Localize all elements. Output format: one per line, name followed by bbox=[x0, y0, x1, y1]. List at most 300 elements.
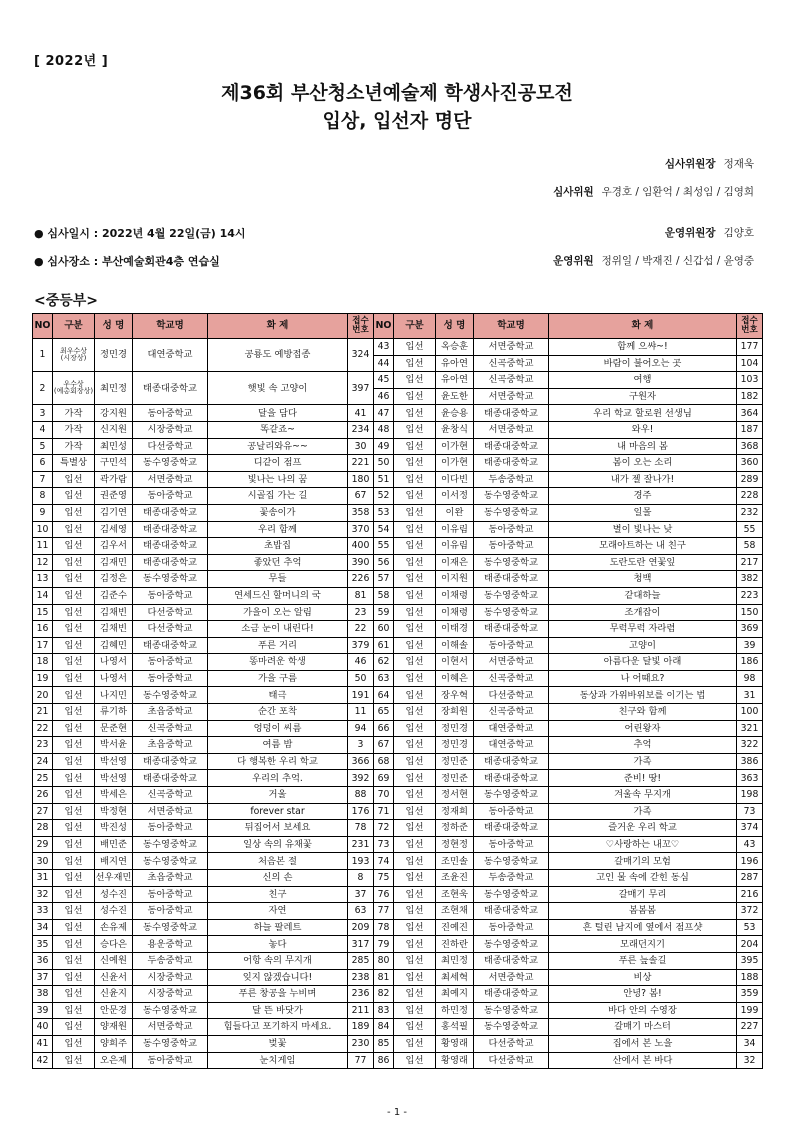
cell-title: 고양이 bbox=[549, 637, 737, 654]
cell-school: 동아중학교 bbox=[133, 1052, 208, 1069]
cell-title: 겨울속 무지개 bbox=[549, 787, 737, 804]
cell-school: 동아중학교 bbox=[133, 654, 208, 671]
table-row bbox=[33, 803, 763, 820]
cell-type: 입선 bbox=[394, 969, 436, 986]
cell-name: 김혜민 bbox=[95, 637, 133, 654]
cell-title: 추억 bbox=[549, 737, 737, 754]
cell-title: 청백 bbox=[549, 571, 737, 588]
cell-no: 20 bbox=[33, 687, 53, 704]
cell-no: 85 bbox=[374, 1035, 394, 1052]
cell-no: 59 bbox=[374, 604, 394, 621]
cell-title: 함께 으쌰~! bbox=[549, 339, 737, 356]
cell-no: 83 bbox=[374, 1002, 394, 1019]
cell-type: 입선 bbox=[394, 952, 436, 969]
cell-type: 입선 bbox=[53, 753, 95, 770]
table-row bbox=[33, 720, 763, 737]
cell-type: 가작 bbox=[53, 405, 95, 422]
table-row bbox=[33, 986, 763, 1003]
cell-type: 입선 bbox=[394, 1002, 436, 1019]
cell-title: 눈치게임 bbox=[208, 1052, 348, 1069]
cell-no: 14 bbox=[33, 587, 53, 604]
cell-type: 입선 bbox=[53, 488, 95, 505]
cell-no: 32 bbox=[33, 886, 53, 903]
cell-type: 입선 bbox=[394, 471, 436, 488]
cell-entry: 81 bbox=[348, 587, 374, 604]
cell-name: 나영서 bbox=[95, 654, 133, 671]
cell-type: 입선 bbox=[53, 704, 95, 721]
cell-title: 좋았던 추억 bbox=[208, 554, 348, 571]
cell-no: 71 bbox=[374, 803, 394, 820]
cell-title: 비상 bbox=[549, 969, 737, 986]
cell-name: 선우재민 bbox=[95, 870, 133, 887]
cell-no: 21 bbox=[33, 704, 53, 721]
cell-entry: 223 bbox=[737, 587, 763, 604]
table-row bbox=[33, 637, 763, 654]
cell-type: 입선 bbox=[53, 687, 95, 704]
cell-name: 유아연 bbox=[436, 355, 474, 372]
cell-entry: 186 bbox=[737, 654, 763, 671]
table-row bbox=[33, 438, 763, 455]
cell-entry: 372 bbox=[737, 903, 763, 920]
cell-entry: 374 bbox=[737, 820, 763, 837]
cell-title: 뒤집어서 보세요 bbox=[208, 820, 348, 837]
cell-type: 입선 bbox=[394, 820, 436, 837]
cell-entry: 379 bbox=[348, 637, 374, 654]
cell-type: 입선 bbox=[394, 1019, 436, 1036]
cell-no: 86 bbox=[374, 1052, 394, 1069]
cell-title: 집에서 본 노을 bbox=[549, 1035, 737, 1052]
cell-no: 8 bbox=[33, 488, 53, 505]
cell-type: 입선 bbox=[394, 986, 436, 1003]
cell-school: 태종대중학교 bbox=[474, 571, 549, 588]
cell-entry: 216 bbox=[737, 886, 763, 903]
table-row bbox=[33, 554, 763, 571]
cell-title: 같대하늘 bbox=[549, 587, 737, 604]
cell-name: 최민성 bbox=[95, 438, 133, 455]
section-title: <중등부> bbox=[34, 293, 99, 309]
cell-school: 태종대중학교 bbox=[474, 770, 549, 787]
cell-school: 서면중학교 bbox=[133, 803, 208, 820]
cell-title: 거울 bbox=[208, 787, 348, 804]
cell-title: 구원자 bbox=[549, 388, 737, 405]
cell-no: 7 bbox=[33, 471, 53, 488]
cell-school: 태종대중학교 bbox=[474, 986, 549, 1003]
cell-school: 동아중학교 bbox=[474, 803, 549, 820]
cell-type: 입선 bbox=[394, 853, 436, 870]
cell-title: 친구 bbox=[208, 886, 348, 903]
cell-school: 태종대중학교 bbox=[133, 637, 208, 654]
cell-school: 다선중학교 bbox=[474, 687, 549, 704]
cell-school: 태종대중학교 bbox=[474, 455, 549, 472]
cell-school: 다선중학교 bbox=[474, 1052, 549, 1069]
cell-school: 동아중학교 bbox=[133, 886, 208, 903]
cell-no: 64 bbox=[374, 687, 394, 704]
cell-type: 입선 bbox=[394, 1052, 436, 1069]
cell-entry: 204 bbox=[737, 936, 763, 953]
document-title: 제36회 부산청소년예술제 학생사진공모전 bbox=[221, 82, 573, 104]
cell-entry: 230 bbox=[348, 1035, 374, 1052]
cell-type: 입선 bbox=[394, 687, 436, 704]
cell-title: 공룡도 예방접종 bbox=[208, 339, 348, 372]
cell-title: 우리 학교 할로윈 선생님 bbox=[549, 405, 737, 422]
cell-name: 이가현 bbox=[436, 455, 474, 472]
cell-school: 동수영중학교 bbox=[474, 886, 549, 903]
page-number: - 1 - bbox=[387, 1107, 407, 1118]
cell-title: 도란도란 연꽃잎 bbox=[549, 554, 737, 571]
cell-type: 입선 bbox=[53, 471, 95, 488]
cell-name: 정민준 bbox=[436, 753, 474, 770]
cell-title: 바다 안의 수영장 bbox=[549, 1002, 737, 1019]
cell-school: 동아중학교 bbox=[474, 836, 549, 853]
cell-school: 초읍중학교 bbox=[133, 737, 208, 754]
cell-entry: 209 bbox=[348, 919, 374, 936]
cell-title: 모래아트하는 내 친구 bbox=[549, 538, 737, 555]
table-row bbox=[33, 621, 763, 638]
cell-name: 배지연 bbox=[95, 853, 133, 870]
cell-entry: 34 bbox=[737, 1035, 763, 1052]
cell-name: 김세영 bbox=[95, 521, 133, 538]
cell-no: 56 bbox=[374, 554, 394, 571]
cell-entry: 238 bbox=[348, 969, 374, 986]
cell-school: 태종대중학교 bbox=[474, 820, 549, 837]
cell-title: 어린왕자 bbox=[549, 720, 737, 737]
cell-title: 다 행복한 우리 학교 bbox=[208, 753, 348, 770]
cell-name: 신지원 bbox=[95, 421, 133, 438]
table-row bbox=[33, 670, 763, 687]
header-school: 학교명 bbox=[133, 314, 208, 339]
cell-title: 빛나는 나의 꿈 bbox=[208, 471, 348, 488]
cell-title: 무들 bbox=[208, 571, 348, 588]
cell-type: 입선 bbox=[53, 787, 95, 804]
cell-no: 75 bbox=[374, 870, 394, 887]
cell-type: 입선 bbox=[394, 455, 436, 472]
cell-entry: 211 bbox=[348, 1002, 374, 1019]
cell-no: 35 bbox=[33, 936, 53, 953]
cell-no: 22 bbox=[33, 720, 53, 737]
cell-name: 김채빈 bbox=[95, 621, 133, 638]
cell-name: 승다은 bbox=[95, 936, 133, 953]
cell-no: 52 bbox=[374, 488, 394, 505]
table-row bbox=[33, 770, 763, 787]
cell-entry: 50 bbox=[348, 670, 374, 687]
cell-entry: 193 bbox=[348, 853, 374, 870]
cell-title: 갈매기 무리 bbox=[549, 886, 737, 903]
cell-school: 태종대중학교 bbox=[474, 903, 549, 920]
cell-type: 입선 bbox=[53, 571, 95, 588]
cell-name: 김채빈 bbox=[95, 604, 133, 621]
cell-entry: 55 bbox=[737, 521, 763, 538]
cell-entry: 368 bbox=[737, 438, 763, 455]
cell-type: 입선 bbox=[394, 604, 436, 621]
cell-no: 31 bbox=[33, 870, 53, 887]
cell-title: 푸른 거리 bbox=[208, 637, 348, 654]
cell-no: 58 bbox=[374, 587, 394, 604]
cell-no: 37 bbox=[33, 969, 53, 986]
header-type: 구분 bbox=[394, 314, 436, 339]
cell-school: 다선중학교 bbox=[133, 438, 208, 455]
cell-entry: 287 bbox=[737, 870, 763, 887]
cell-no: 80 bbox=[374, 952, 394, 969]
cell-name: 권준영 bbox=[95, 488, 133, 505]
cell-no: 11 bbox=[33, 538, 53, 555]
cell-school: 동수영중학교 bbox=[474, 604, 549, 621]
cell-school: 동아중학교 bbox=[474, 919, 549, 936]
cell-entry: 366 bbox=[348, 753, 374, 770]
cell-title: 공날리와유~~ bbox=[208, 438, 348, 455]
cell-name: 김정은 bbox=[95, 571, 133, 588]
cell-name: 신윤지 bbox=[95, 986, 133, 1003]
cell-name: 이유림 bbox=[436, 538, 474, 555]
cell-title: 준비! 땅! bbox=[549, 770, 737, 787]
table-row bbox=[33, 1035, 763, 1052]
cell-title: 디같이 점프 bbox=[208, 455, 348, 472]
table-row bbox=[33, 936, 763, 953]
cell-name: 조윤진 bbox=[436, 870, 474, 887]
cell-type: 입선 bbox=[53, 969, 95, 986]
cell-entry: 58 bbox=[737, 538, 763, 555]
cell-name: 성수진 bbox=[95, 886, 133, 903]
cell-school: 동아중학교 bbox=[474, 521, 549, 538]
table-row bbox=[33, 471, 763, 488]
cell-type: 입선 bbox=[53, 919, 95, 936]
cell-title: 별이 빛나는 낮 bbox=[549, 521, 737, 538]
cell-title: 일몰 bbox=[549, 504, 737, 521]
cell-name: 나지민 bbox=[95, 687, 133, 704]
cell-no: 34 bbox=[33, 919, 53, 936]
cell-no: 46 bbox=[374, 388, 394, 405]
cell-entry: 98 bbox=[737, 670, 763, 687]
table-row bbox=[33, 538, 763, 555]
cell-no: 51 bbox=[374, 471, 394, 488]
cell-name: 이채령 bbox=[436, 587, 474, 604]
cell-entry: 228 bbox=[737, 488, 763, 505]
cell-name: 장희원 bbox=[436, 704, 474, 721]
table-row bbox=[33, 405, 763, 422]
cell-no: 9 bbox=[33, 504, 53, 521]
cell-name: 최민정 bbox=[436, 952, 474, 969]
cell-title: 초밥집 bbox=[208, 538, 348, 555]
table-row bbox=[33, 919, 763, 936]
cell-no: 82 bbox=[374, 986, 394, 1003]
cell-school: 동아중학교 bbox=[474, 538, 549, 555]
cell-no: 61 bbox=[374, 637, 394, 654]
cell-type: 입선 bbox=[53, 720, 95, 737]
cell-entry: 395 bbox=[737, 952, 763, 969]
cell-type: 입선 bbox=[394, 936, 436, 953]
cell-school: 태종대중학교 bbox=[133, 554, 208, 571]
cell-entry: 88 bbox=[348, 787, 374, 804]
cell-type: 입선 bbox=[53, 770, 95, 787]
cell-title: 무럭무럭 자라렴 bbox=[549, 621, 737, 638]
cell-school: 신곡중학교 bbox=[133, 787, 208, 804]
head-judge-line bbox=[665, 156, 754, 171]
cell-entry: 369 bbox=[737, 621, 763, 638]
cell-school: 동수영중학교 bbox=[474, 554, 549, 571]
cell-entry: 198 bbox=[737, 787, 763, 804]
header-entry: 접수 번호 bbox=[348, 314, 374, 339]
cell-no: 33 bbox=[33, 903, 53, 920]
table-row bbox=[33, 787, 763, 804]
cell-no: 78 bbox=[374, 919, 394, 936]
cell-type: 입선 bbox=[53, 820, 95, 837]
cell-no: 27 bbox=[33, 803, 53, 820]
cell-no: 60 bbox=[374, 621, 394, 638]
cell-title: ♡사랑하는 내꼬♡ bbox=[549, 836, 737, 853]
cell-no: 44 bbox=[374, 355, 394, 372]
cell-type: 입선 bbox=[394, 571, 436, 588]
cell-title: 바람이 불어오는 곳 bbox=[549, 355, 737, 372]
cell-name: 박서윤 bbox=[95, 737, 133, 754]
cell-school: 동수영중학교 bbox=[474, 853, 549, 870]
cell-type: 입선 bbox=[53, 604, 95, 621]
cell-school: 시장중학교 bbox=[133, 421, 208, 438]
cell-entry: 150 bbox=[737, 604, 763, 621]
cell-school: 태종대중학교 bbox=[474, 753, 549, 770]
cell-entry: 199 bbox=[737, 1002, 763, 1019]
cell-entry: 321 bbox=[737, 720, 763, 737]
cell-school: 서면중학교 bbox=[133, 1019, 208, 1036]
cell-type: 입선 bbox=[394, 438, 436, 455]
cell-entry: 226 bbox=[348, 571, 374, 588]
cell-name: 정민경 bbox=[436, 737, 474, 754]
cell-entry: 67 bbox=[348, 488, 374, 505]
cell-no: 72 bbox=[374, 820, 394, 837]
cell-no: 69 bbox=[374, 770, 394, 787]
cell-no: 81 bbox=[374, 969, 394, 986]
cell-type: 입선 bbox=[53, 870, 95, 887]
cell-name: 황영래 bbox=[436, 1052, 474, 1069]
cell-title: forever star bbox=[208, 803, 348, 820]
table-row bbox=[33, 820, 763, 837]
cell-no: 5 bbox=[33, 438, 53, 455]
cell-type: 입선 bbox=[394, 787, 436, 804]
cell-type: 입선 bbox=[394, 654, 436, 671]
cell-entry: 3 bbox=[348, 737, 374, 754]
cell-name: 박선영 bbox=[95, 753, 133, 770]
cell-entry: 289 bbox=[737, 471, 763, 488]
header-type: 구분 bbox=[53, 314, 95, 339]
cell-name: 이재은 bbox=[436, 554, 474, 571]
cell-school: 동아중학교 bbox=[474, 637, 549, 654]
cell-school: 동수영중학교 bbox=[133, 853, 208, 870]
cell-school: 시장중학교 bbox=[133, 986, 208, 1003]
cell-entry: 382 bbox=[737, 571, 763, 588]
cell-name: 이완 bbox=[436, 504, 474, 521]
cell-entry: 187 bbox=[737, 421, 763, 438]
cell-type: 입선 bbox=[394, 421, 436, 438]
cell-type: 특별상 bbox=[53, 455, 95, 472]
cell-title: 가족 bbox=[549, 803, 737, 820]
cell-no: 38 bbox=[33, 986, 53, 1003]
cell-school: 두송중학교 bbox=[133, 952, 208, 969]
cell-no: 49 bbox=[374, 438, 394, 455]
table-row bbox=[33, 704, 763, 721]
cell-entry: 324 bbox=[348, 339, 374, 372]
cell-type: 입선 bbox=[53, 637, 95, 654]
results-table bbox=[32, 313, 763, 1069]
cell-entry: 221 bbox=[348, 455, 374, 472]
cell-entry: 191 bbox=[348, 687, 374, 704]
judges-label: 심사위원 bbox=[553, 186, 594, 198]
document-subtitle: 입상, 입선자 명단 bbox=[322, 110, 472, 132]
cell-school: 서면중학교 bbox=[474, 339, 549, 356]
cell-entry: 53 bbox=[737, 919, 763, 936]
ops-head-line bbox=[665, 225, 754, 240]
cell-no: 36 bbox=[33, 952, 53, 969]
cell-title: 푸른 창공을 누비며 bbox=[208, 986, 348, 1003]
cell-title: 꽃송이가 bbox=[208, 504, 348, 521]
cell-name: 박정현 bbox=[95, 803, 133, 820]
cell-type: 입선 bbox=[53, 521, 95, 538]
cell-name: 류기하 bbox=[95, 704, 133, 721]
cell-no: 18 bbox=[33, 654, 53, 671]
cell-name: 안문경 bbox=[95, 1002, 133, 1019]
cell-school: 동수영중학교 bbox=[474, 936, 549, 953]
cell-title: 푸른 늪솔길 bbox=[549, 952, 737, 969]
cell-name: 박선영 bbox=[95, 770, 133, 787]
cell-school: 용운중학교 bbox=[133, 936, 208, 953]
cell-school: 동수영중학교 bbox=[133, 687, 208, 704]
cell-no: 16 bbox=[33, 621, 53, 638]
cell-name: 홍석필 bbox=[436, 1019, 474, 1036]
table-row bbox=[33, 1052, 763, 1069]
cell-title: 힘들다고 포기하지 마세요. bbox=[208, 1019, 348, 1036]
cell-name: 성수진 bbox=[95, 903, 133, 920]
ops-label: 운영위원 bbox=[553, 255, 594, 267]
cell-entry: 386 bbox=[737, 753, 763, 770]
cell-type: 입선 bbox=[394, 886, 436, 903]
cell-no: 67 bbox=[374, 737, 394, 754]
cell-entry: 63 bbox=[348, 903, 374, 920]
cell-title: 똑같죠~ bbox=[208, 421, 348, 438]
cell-school: 신곡중학교 bbox=[474, 704, 549, 721]
cell-name: 정민준 bbox=[436, 770, 474, 787]
cell-school: 동수영중학교 bbox=[474, 504, 549, 521]
cell-name: 조현욱 bbox=[436, 886, 474, 903]
cell-name: 최예지 bbox=[436, 986, 474, 1003]
cell-title: 가을 구름 bbox=[208, 670, 348, 687]
cell-no: 23 bbox=[33, 737, 53, 754]
cell-type: 입선 bbox=[53, 504, 95, 521]
cell-name: 정서현 bbox=[436, 787, 474, 804]
cell-entry: 188 bbox=[737, 969, 763, 986]
cell-no: 28 bbox=[33, 820, 53, 837]
cell-no: 55 bbox=[374, 538, 394, 555]
cell-school: 서면중학교 bbox=[133, 471, 208, 488]
cell-title: 자연 bbox=[208, 903, 348, 920]
cell-type: 입선 bbox=[394, 554, 436, 571]
table-row bbox=[33, 455, 763, 472]
cell-name: 정민경 bbox=[95, 339, 133, 372]
cell-title: 햇빛 속 고양이 bbox=[208, 372, 348, 405]
cell-no: 4 bbox=[33, 421, 53, 438]
cell-title: 일상 속의 유채꽃 bbox=[208, 836, 348, 853]
cell-entry: 392 bbox=[348, 770, 374, 787]
cell-no: 39 bbox=[33, 1002, 53, 1019]
cell-name: 박진성 bbox=[95, 820, 133, 837]
cell-entry: 400 bbox=[348, 538, 374, 555]
header-title: 화 제 bbox=[208, 314, 348, 339]
cell-title: 산에서 본 바다 bbox=[549, 1052, 737, 1069]
cell-title: 소금 눈이 내린다! bbox=[208, 621, 348, 638]
cell-no: 53 bbox=[374, 504, 394, 521]
cell-name: 양재원 bbox=[95, 1019, 133, 1036]
cell-name: 김준수 bbox=[95, 587, 133, 604]
cell-name: 구민석 bbox=[95, 455, 133, 472]
cell-entry: 227 bbox=[737, 1019, 763, 1036]
cell-type: 입선 bbox=[394, 770, 436, 787]
cell-no: 3 bbox=[33, 405, 53, 422]
